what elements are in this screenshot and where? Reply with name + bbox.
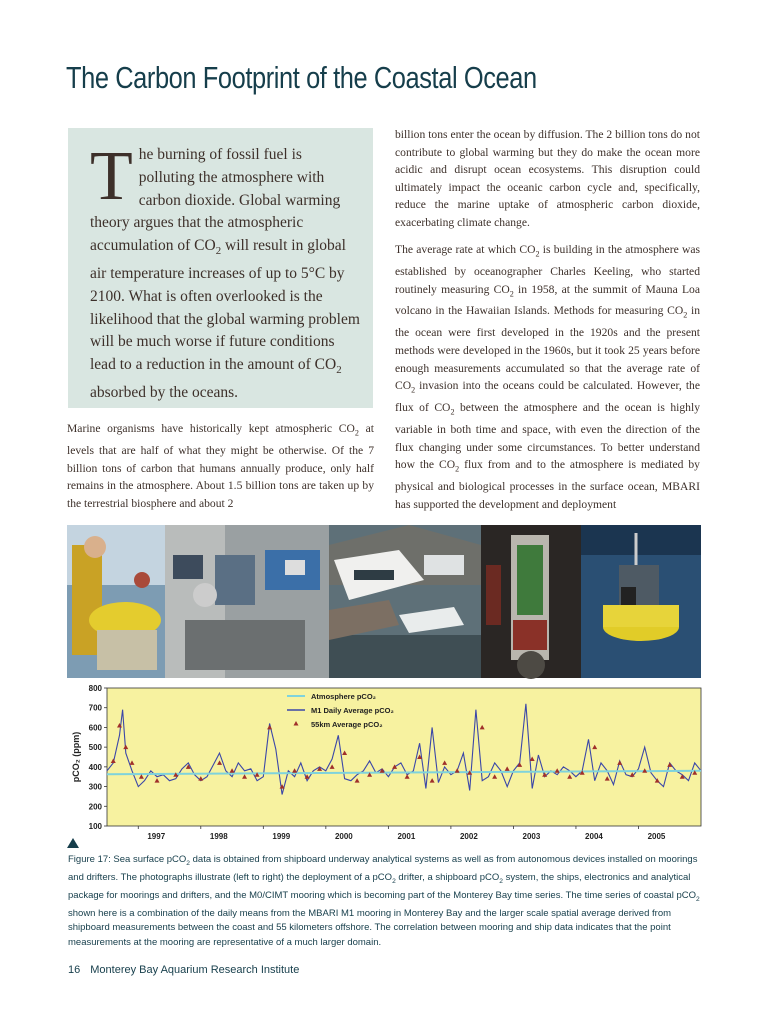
photo-electronics (481, 525, 581, 678)
x-tick-label: 1999 (272, 832, 291, 841)
intro-callout-box (68, 128, 373, 408)
figure-caption: Figure 17: Sea surface pCO$_2$ data is obtained from shipboard underway analytical systems as well as from autonomous devices installed on moorings and drifters. The photographs illustrate (left to right) the deployment of a pCO$_2$ drifter, a shipboard pCO$_2$ system, the ships, electronics and analytical package for moorings and drifters, and the M0/CIMT mooring which is becoming part of the Monterey Bay time series. The time series of coastal pCO$_2$ shown here is a combination of the daily means from the MBARI M1 mooring in Monterey Bay and the larger scale spatial average derived from shipboard measurements between the coast and 55 kilometers offshore. The correlation between mooring and ship data indicates that the point measurements at the mooring are representative of a much larger domain. (68, 854, 700, 948)
intro-callout-text (90, 138, 360, 405)
intro-callout-body: he burning of fossil fuel is polluting the atmosphere with carbon dioxide. Global warming theory argues that the atmospheric accumulation of $CO_2$ will result in global air temperature increases of up to 5°C by 2100. What is often overlooked is the likelihood that the global warming problem will be much worse if future conditions lead to a reduction in the amount of $CO_2$ absorbed by the oceans. (90, 146, 360, 402)
y-axis-label: pCO₂ (ppm) (71, 731, 81, 783)
y-tick-label: 600 (88, 723, 102, 733)
page-title: The Carbon Footprint of the Coastal Ocean (66, 60, 537, 95)
body-text-right-column-para2: The average rate at which $CO_2$ is building in the atmosphere was established by oceanographer Charles Keeling, who started routinely measuring $CO_2$ in 1958, at the summit of Mauna Loa volcano in the Hawaiian Islands. Methods for measuring $CO_2$ in the ocean were first developed in the 1920s and the present methods were developed in the 1960s, but it took 25 years before enough measurements accumulated so that the average rate of $CO_2$ invasion into the oceans could be calculated. However, the flux of $CO_2$ between the atmosphere and the ocean is highly variable in both time and space, with even the direction of the flux changing under some circumstances. To better understand how the $CO_2$ flux from and to the atmosphere is mediated by physical and biological processes in the surface ocean, MBARI has supported the development and deployment (395, 243, 701, 511)
x-tick-label: 2003 (522, 832, 541, 841)
legend-label-55km: 55km Average pCO₂ (311, 720, 383, 729)
pco2-time-series-chart (67, 680, 701, 841)
y-tick-label: 200 (88, 802, 102, 812)
x-tick-label: 2002 (459, 832, 478, 841)
y-tick-label: 500 (88, 743, 102, 753)
x-tick-label: 1998 (209, 832, 228, 841)
y-tick-label: 100 (88, 822, 102, 831)
x-tick-label: 1997 (147, 832, 166, 841)
page-number: 16 (68, 964, 81, 976)
footer-organization: Monterey Bay Aquarium Research Institute (90, 964, 300, 976)
legend-label-m1: M1 Daily Average pCO₂ (311, 706, 394, 715)
x-tick-label: 2001 (397, 832, 416, 841)
drop-cap: T (90, 138, 133, 215)
chart-plot-area (107, 688, 701, 826)
photo-shipboard-system (165, 525, 329, 678)
figure-marker-triangle (67, 838, 79, 848)
x-tick-label: 2004 (585, 832, 603, 841)
y-tick-label: 700 (88, 703, 102, 713)
photo-strip (67, 525, 701, 678)
page-footer (68, 964, 299, 976)
x-tick-label: 2000 (334, 832, 353, 841)
photo-pco2-drifter (67, 525, 165, 678)
body-text-right-column-para1: billion tons enter the ocean by diffusion. The 2 billion tons do not contribute to global warming but they do make the ocean more acidic and disrupt ocean ecosystems. This disruption could ultimately impact the oceanic carbon cycle and, specifically, reduce the marine uptake of atmospheric carbon dioxide, exacerbating climate change. (395, 128, 700, 229)
x-tick-label: 2005 (647, 832, 666, 841)
y-tick-label: 800 (88, 684, 102, 693)
y-tick-label: 300 (88, 782, 102, 792)
body-text-left-column: Marine organisms have historically kept atmospheric $CO_2$ at levels that are half of what they might be otherwise. Of the 7 billion tons of carbon that humans annually produce, only half remains in the atmosphere. About 1.5 billion tons are taken up by the terrestrial biosphere and about 2 (67, 422, 374, 510)
legend-label-atmosphere: Atmosphere pCO₂ (311, 692, 377, 701)
photo-ships (329, 525, 481, 678)
y-tick-label: 400 (88, 762, 102, 772)
photo-mooring-buoy (581, 525, 701, 678)
